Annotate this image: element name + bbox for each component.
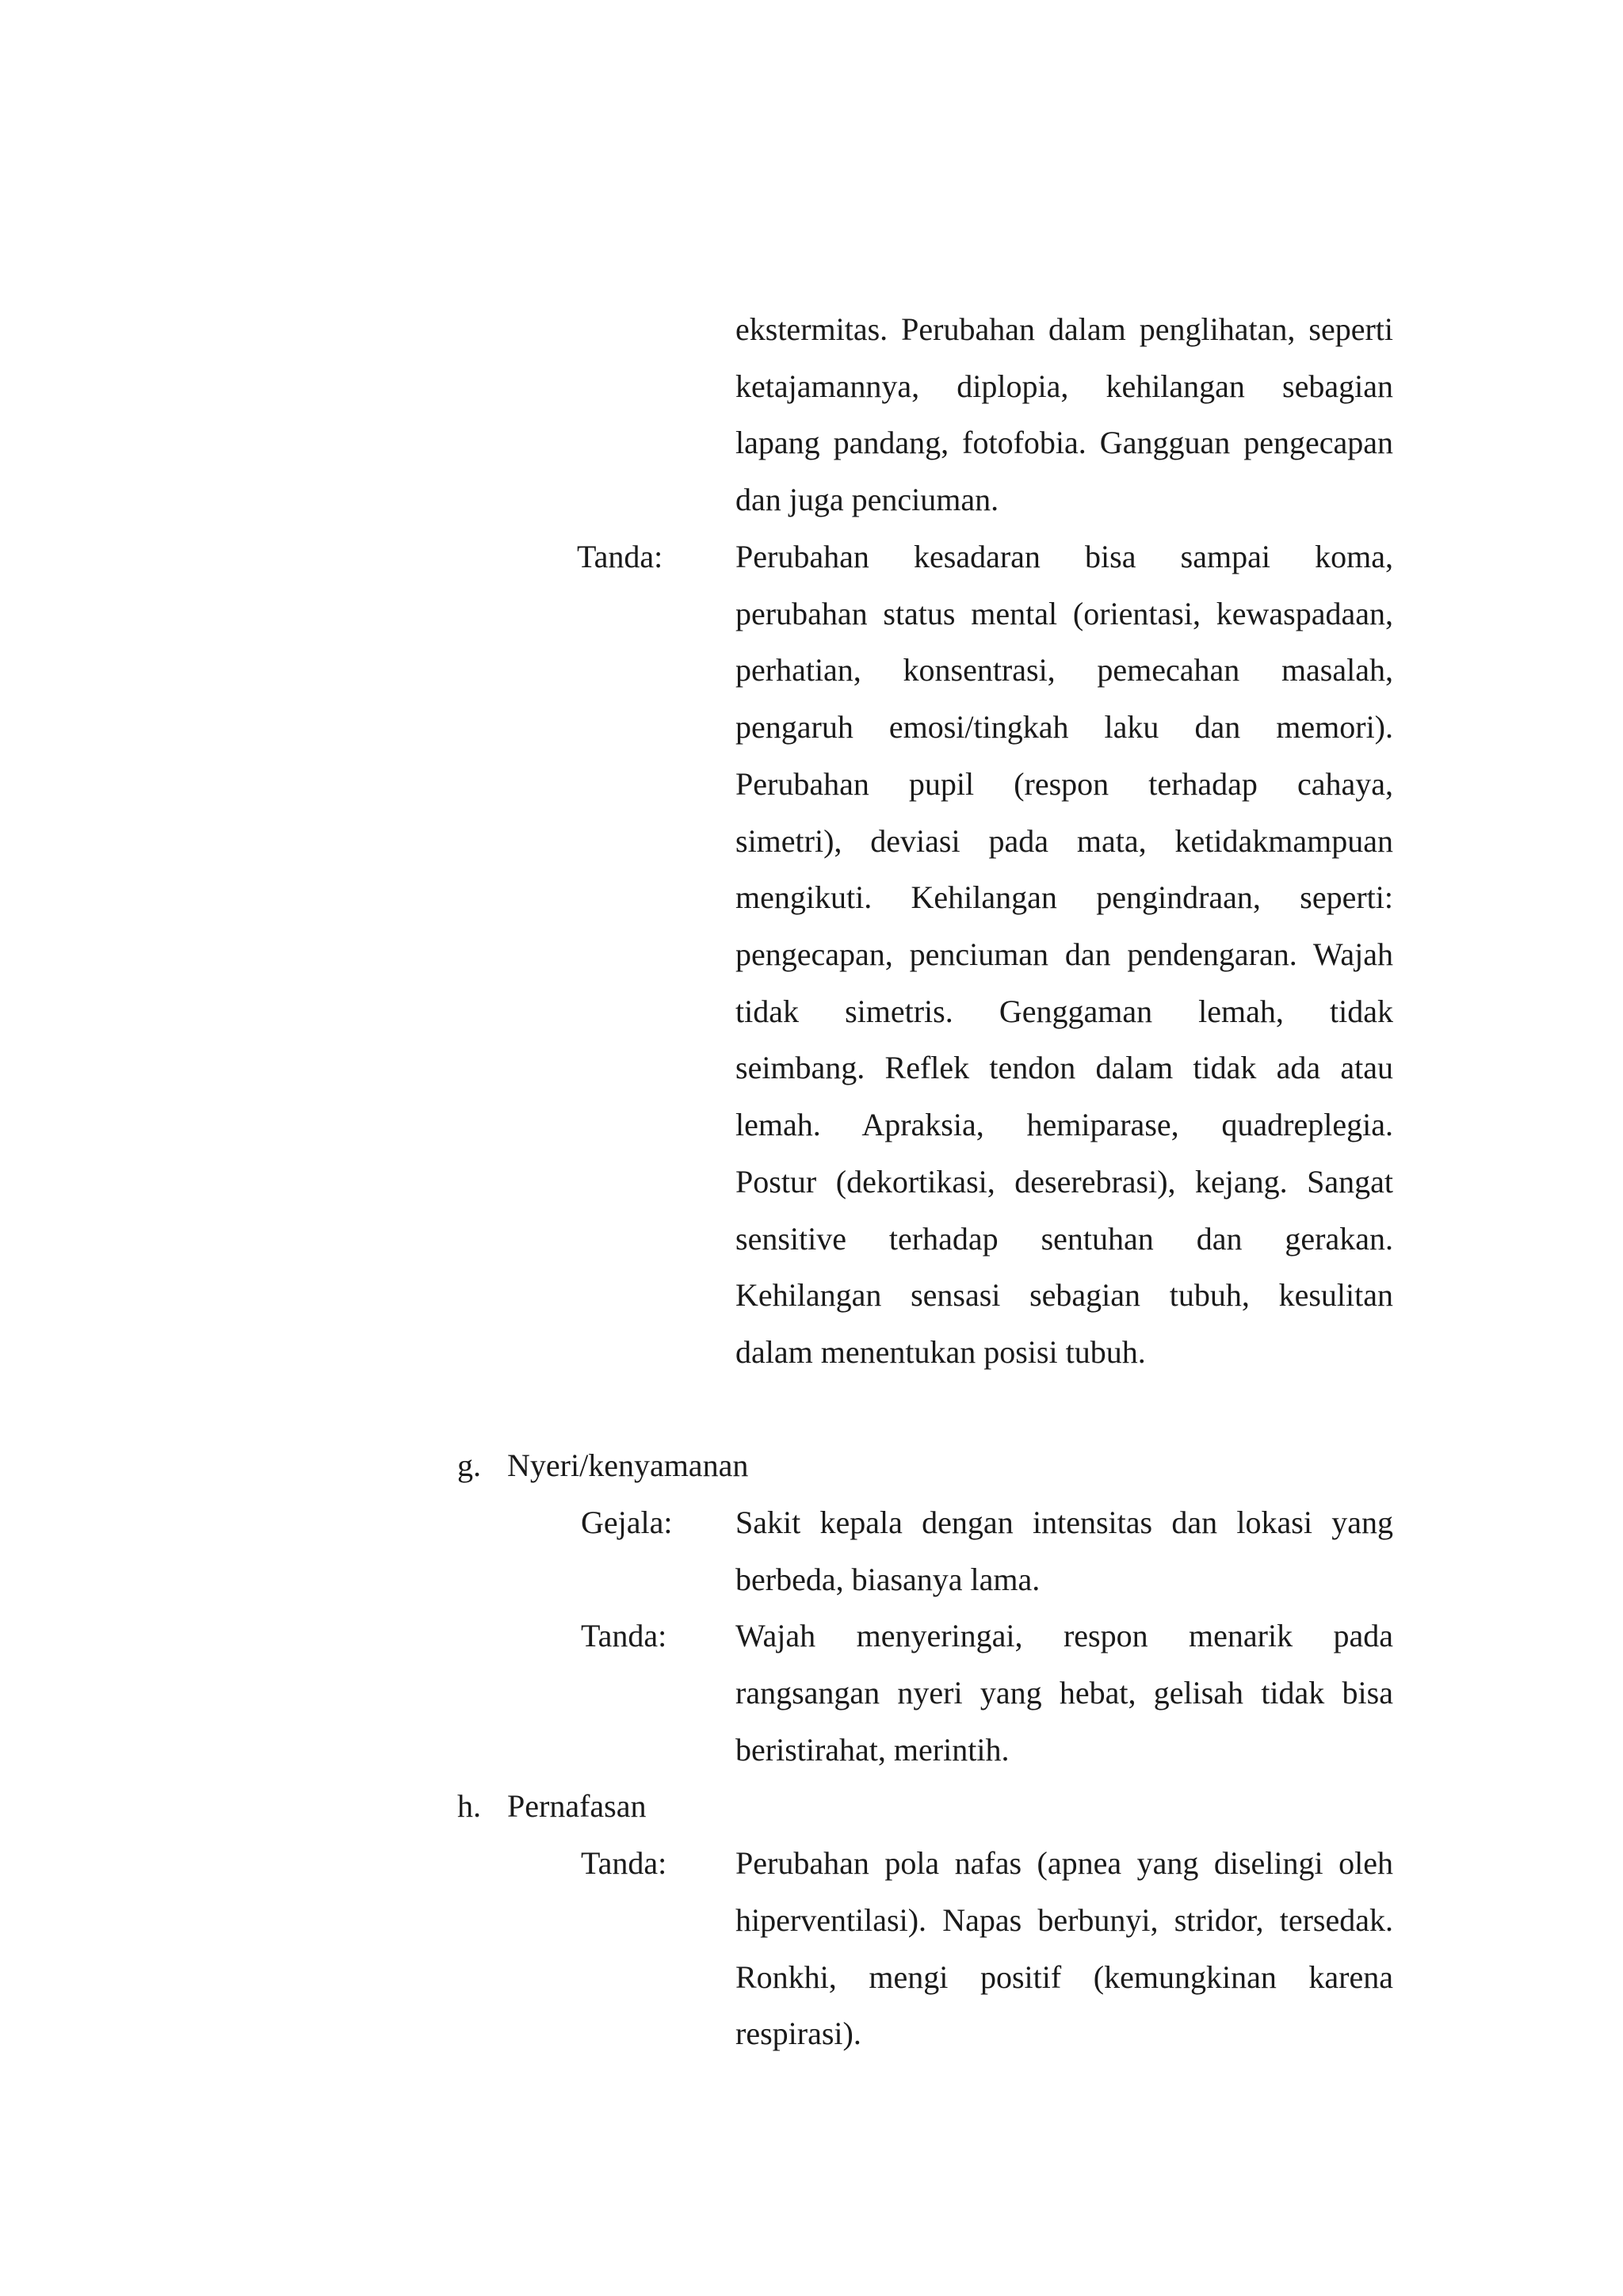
tanda-label: Tanda: — [581, 1845, 667, 1881]
paragraph-line: Ronkhi, mengi positif (kemungkinan karena — [735, 1959, 1393, 1995]
paragraph-line: Postur (dekortikasi, deserebrasi), kejang. Sangat — [735, 1164, 1393, 1199]
paragraph-line: tidak simetris. Genggaman lemah, tidak — [735, 994, 1393, 1029]
paragraph-line: ekstermitas. Perubahan dalam penglihatan, seperti — [735, 311, 1393, 347]
paragraph-line: dan juga penciuman. — [735, 482, 999, 517]
paragraph-line: perhatian, konsentrasi, pemecahan masalah, — [735, 652, 1393, 688]
paragraph-line: simetri), deviasi pada mata, ketidakmampuan — [735, 823, 1393, 859]
paragraph-line: Wajah menyeringai, respon menarik pada — [735, 1618, 1393, 1653]
paragraph-line: pengecapan, penciuman dan pendengaran. Wajah — [735, 936, 1393, 972]
tanda-label: Tanda: — [581, 1618, 667, 1653]
paragraph-line: pengaruh emosi/tingkah laku dan memori). — [735, 709, 1393, 745]
paragraph-line: lapang pandang, fotofobia. Gangguan pengecapan — [735, 425, 1393, 460]
gejala-label: Gejala: — [581, 1505, 673, 1540]
paragraph-line: hiperventilasi). Napas berbunyi, stridor, tersedak. — [735, 1902, 1393, 1938]
paragraph-line: sensitive terhadap sentuhan dan gerakan. — [735, 1221, 1393, 1257]
paragraph-line: Perubahan pola nafas (apnea yang diselingi oleh — [735, 1845, 1393, 1881]
paragraph-line: Perubahan kesadaran bisa sampai koma, — [735, 539, 1393, 574]
paragraph-line: Perubahan pupil (respon terhadap cahaya, — [735, 766, 1393, 802]
section-title-g: Nyeri/kenyamanan — [507, 1447, 749, 1483]
section-letter-g: g. — [457, 1447, 481, 1483]
paragraph-line: dalam menentukan posisi tubuh. — [735, 1334, 1146, 1370]
paragraph-line: mengikuti. Kehilangan pengindraan, seperti: — [735, 879, 1393, 915]
section-letter-h: h. — [457, 1788, 481, 1824]
paragraph-line: perubahan status mental (orientasi, kewaspadaan, — [735, 596, 1393, 631]
paragraph-line: Sakit kepala dengan intensitas dan lokasi yang — [735, 1505, 1393, 1540]
tanda-label: Tanda: — [577, 539, 663, 574]
paragraph-line: lemah. Apraksia, hemiparase, quadreplegia. — [735, 1107, 1393, 1142]
paragraph-line: ketajamannya, diplopia, kehilangan sebagian — [735, 368, 1393, 404]
paragraph-line: berbeda, biasanya lama. — [735, 1562, 1041, 1597]
paragraph-line: respirasi). — [735, 2016, 861, 2051]
paragraph-line: rangsangan nyeri yang hebat, gelisah tidak bisa — [735, 1675, 1393, 1711]
paragraph-line: beristirahat, merintih. — [735, 1732, 1010, 1768]
paragraph-line: seimbang. Reflek tendon dalam tidak ada atau — [735, 1050, 1393, 1085]
section-title-h: Pernafasan — [507, 1788, 647, 1824]
paragraph-line: Kehilangan sensasi sebagian tubuh, kesulitan — [735, 1277, 1393, 1313]
